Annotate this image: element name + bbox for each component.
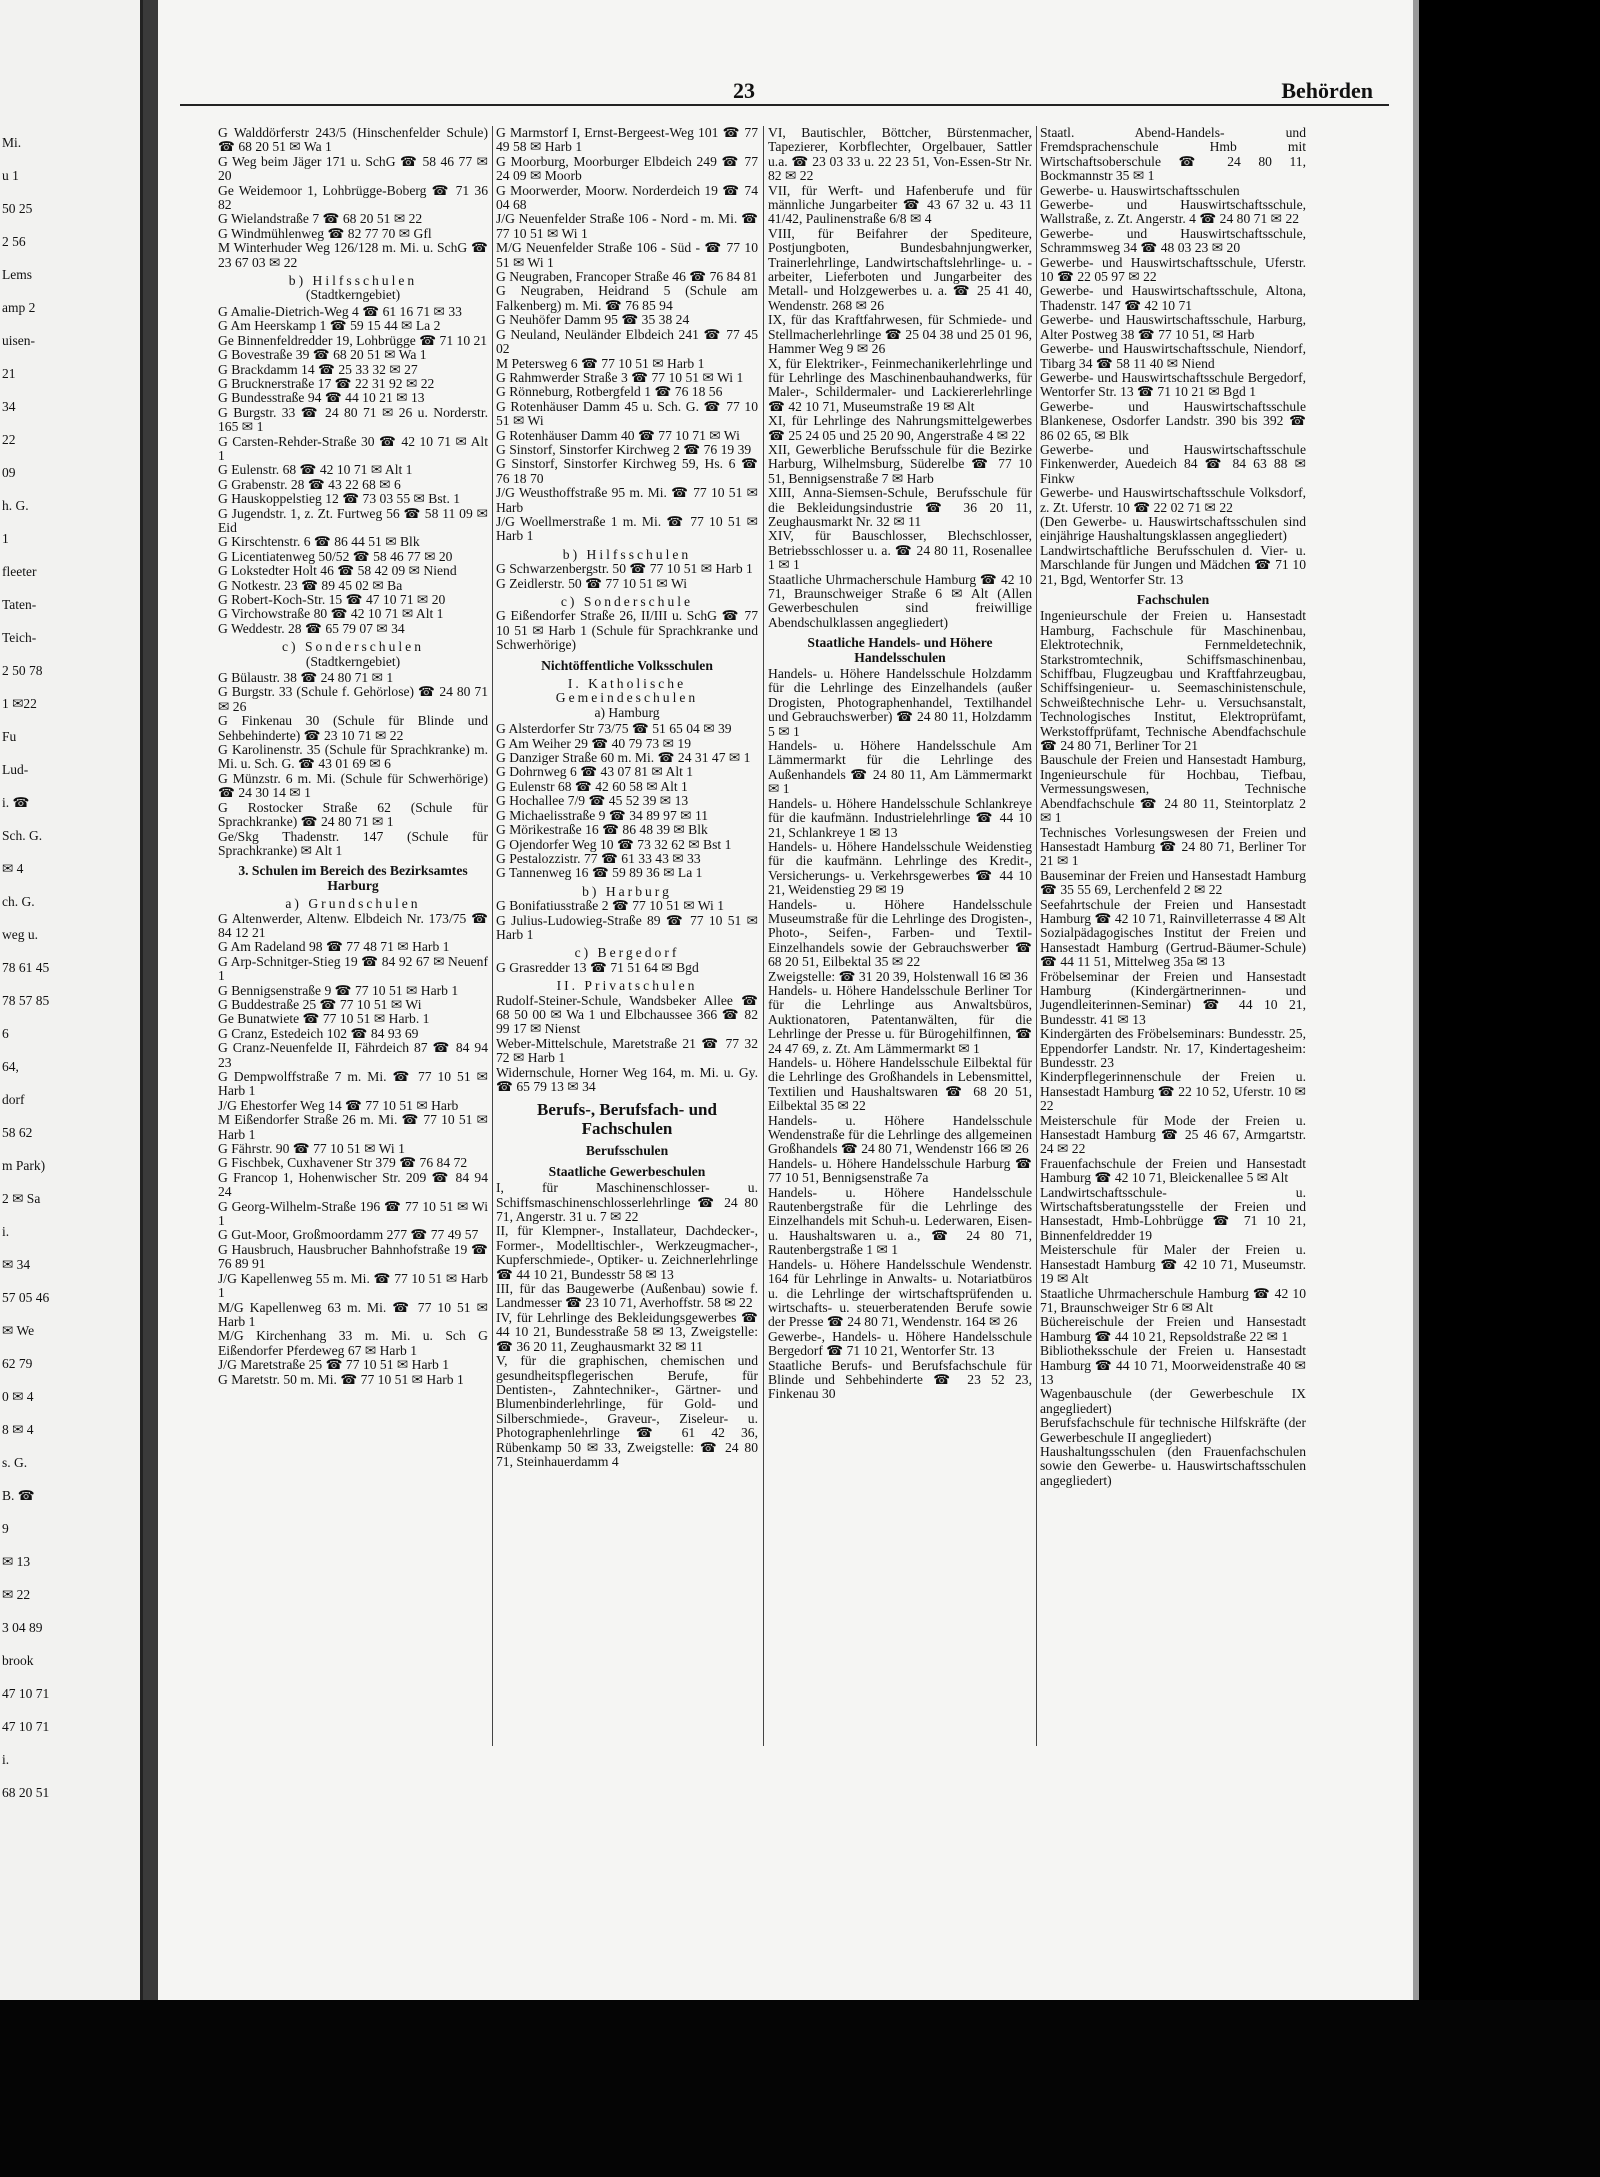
left-page-fragment: ✉ 34 [2,1257,31,1272]
left-page-fragment: Fu [2,729,17,744]
directory-entry: Handels- u. Höhere Handelsschule Weidenstieg für die kaufmänn. Lehrlinge des Kredit-, Versicherungs- u. Verkehrsgewerbes ☎ 44 10 21, Weidenstieg 29 ✉ 19 [768,838,1032,898]
directory-entry: G Bovestraße 39 ☎ 68 20 51 ✉ Wa 1 [218,347,427,363]
directory-entry: G Moorburg, Moorburger Elbdeich 249 ☎ 77 24 09 ✉ Moorb [496,153,758,184]
left-page-fragment: dorf [2,1092,25,1107]
directory-entry: M/G Kirchenhang 33 m. Mi. u. Sch G Eißendorfer Pferdeweg 67 ✉ Harb 1 [218,1328,488,1358]
directory-entry: G Windmühlenweg ☎ 82 77 70 ✉ Gfl [218,225,432,241]
directory-entry: Ge Binnenfeldredder 19, Lohbrügge ☎ 71 10 21 [218,332,488,348]
subsection-heading: c) Sonderschulen [282,639,424,655]
left-page-fragment: B. ☎ [2,1488,35,1503]
directory-entry: M Petersweg 6 ☎ 77 10 51 ✉ Harb 1 [496,355,705,371]
directory-entry: G Eulenstr. 68 ☎ 42 10 71 ✉ Alt 1 [218,462,413,478]
directory-entry: II, für Klempner-, Installateur, Dachdecker-, Former-, Modelltischler-, Werkzeugmacher-, Kupferschmiede-, Optiker- u. Zeichnerlehrlinge ☎ 44 10 21, Bundesstr 58 ✉ 13 [496,1223,758,1282]
left-page-fragment: 68 20 51 [2,1785,50,1800]
directory-entry: M Eißendorfer Straße 26 m. Mi. ☎ 77 10 51 ✉ Harb 1 [218,1112,488,1142]
directory-entry: G Carsten-Rehder-Straße 30 ☎ 42 10 71 ✉ Alt 1 [218,433,488,463]
directory-entry: Haushaltungsschulen (den Frauenfachschulen sowie den Gewerbe- u. Hauswirtschaftsschulen angegliedert) [1040,1443,1306,1488]
directory-entry: VIII, für Beifahrer der Spediteure, Postjungboten, Bundesbahnjungwerker, Trainerlehrlinge, Landwirtschaftslehrlinge- u. -arbeiter, Lieferboten und Jungarbeiter des Metall- und Holzgewerbes u. a. ☎ 25 41 40, Wendenstr. 268 ✉ 26 [768,225,1032,313]
directory-entry: Bauschule der Freien und Hansestadt Hamburg, Ingenieurschule für Hochbau, Tiefbau, Vermessungswesen, Technische Abendfachschule ☎ 24 80 11, Steintorplatz 2 ✉ 1 [1040,752,1306,826]
directory-entry: G Brucknerstraße 17 ☎ 22 31 92 ✉ 22 [218,375,435,391]
directory-entry: G Hausbruch, Hausbrucher Bahnhofstraße 19 ☎ 76 89 91 [218,1241,488,1272]
subsection-heading: I. Katholische Gemeindeschulen [555,676,699,706]
left-page-fragment: fleeter [2,564,37,579]
left-page-fragment: 9 [2,1521,9,1536]
directory-entry: G Eulenstr 68 ☎ 42 60 58 ✉ Alt 1 [496,778,688,794]
left-page-fragment: 1 [2,531,9,546]
directory-entry: G Münzstr. 6 m. Mi. (Schule für Schwerhörige) ☎ 24 30 14 ✉ 1 [218,770,488,801]
section-heading: 3. Schulen im Bereich des Bezirksamtes Harburg [238,863,468,893]
directory-entry: Gewerbe- u. Hauswirtschaftsschulen [1040,182,1240,198]
left-page-fragment: uisen- [2,333,35,348]
directory-entry: Gewerbe- und Hauswirtschaftsschule, Altona, Thadenstr. 147 ☎ 42 10 71 [1040,283,1306,313]
directory-entry: XIV, für Bauschlosser, Blechschlosser, Betriebsschlosser u. a. ☎ 24 80 11, Rosenallee 1 ✉ 1 [768,528,1032,573]
directory-entry: G Finkenau 30 (Schule für Blinde und Sehbehinderte) ☎ 23 10 71 ✉ 22 [218,713,488,743]
directory-entry: G Bundesstraße 94 ☎ 44 10 21 ✉ 13 [218,390,425,406]
section-heading: Berufsschulen [585,1143,669,1159]
column-3 [768,126,1032,1866]
directory-entry: Staatliche Uhrmacherschule Hamburg ☎ 42 10 71, Braunschweiger Str 6 ✉ Alt [1040,1285,1306,1315]
directory-entry: Handels- u. Höhere Handelsschule Am Lämmermarkt für die Lehrlinge des Außenhandels ☎ 24 80 11, Am Lämmermarkt ✉ 1 [768,738,1032,797]
left-page-fragment: 78 57 85 [2,993,50,1008]
directory-entry: Handels- u. Höhere Handelsschule Berliner Tor für die Lehrlinge aus Anwaltsbüros, Auktionatoren, Patentanwälten, für die Lehrlinge der Presse u. für Bürogehilfinnen, ☎ 24 47 69, z. Zt. Am Lämmermarkt ✉ 1 [768,982,1032,1056]
left-page-fragment: i. ☎ [2,795,30,810]
directory-entry: Gewerbe- und Hauswirtschaftsschule Finkenwerder, Auedeich 84 ☎ 84 63 88 ✉ Finkw [1040,441,1306,486]
directory-entry: Gewerbe- und Hauswirtschaftsschule Bergedorf, Wentorfer Str. 13 ☎ 71 10 21 ✉ Bgd 1 [1040,369,1306,400]
column-4 [1040,126,1306,1866]
directory-entry: G Julius-Ludowieg-Straße 89 ☎ 77 10 51 ✉ Harb 1 [496,912,758,942]
directory-entry: G Burgstr. 33 (Schule f. Gehörlose) ☎ 24 80 71 ✉ 26 [218,684,488,714]
column-divider [763,126,764,1746]
directory-entry: G Grabenstr. 28 ☎ 43 22 68 ✉ 6 [218,476,401,492]
book-gutter [143,0,158,2000]
directory-entry: M Winterhuder Weg 126/128 m. Mi. u. SchG ☎ 23 67 03 ✉ 22 [218,240,488,270]
left-page-fragment: 0 ✉ 4 [2,1389,34,1404]
section-heading: Staatliche Gewerbeschulen [548,1163,706,1179]
directory-entry: G Dempwolffstraße 7 m. Mi. ☎ 77 10 51 ✉ Harb 1 [218,1069,488,1099]
directory-entry: G Eißendorfer Straße 26, II/III u. SchG ☎ 77 10 51 ✉ Harb 1 (Schule für Sprachkranke und Schwerhörige) [496,608,758,653]
directory-entry: G Licentiatenweg 50/52 ☎ 58 46 77 ✉ 20 [218,548,453,564]
directory-entry: Gewerbe- und Hauswirtschaftsschule, Wallstraße, z. Zt. Angerstr. 4 ☎ 24 80 71 ✉ 22 [1040,197,1306,227]
section-heading: Staatliche Handels- und Höhere Handelsschulen [807,635,993,665]
left-page-fragment: u 1 [2,168,19,183]
directory-entry: Zweigstelle: ☎ 31 20 39, Holstenwall 16 ✉ 36 [768,968,1028,984]
header-rule [180,104,1389,106]
column-divider [1036,126,1037,1746]
directory-entry: G Zeidlerstr. 50 ☎ 77 10 51 ✉ Wi [496,575,688,591]
left-page-fragment: 6 [2,1026,9,1041]
directory-entry: Widernschule, Horner Weg 164, m. Mi. u. Gy. ☎ 65 79 13 ✉ 34 [496,1064,758,1094]
directory-entry: Landwirtschaftsschule- u. Wirtschaftsberatungsstelle der Freien und Hansestadt, Hmb-Lohbrügge ☎ 71 10 21, Binnenfeldredder 19 [1040,1184,1306,1243]
directory-entry: G Kirschtenstr. 6 ☎ 86 44 51 ✉ Blk [218,534,420,550]
directory-entry: V, für die graphischen, chemischen und gesundheitspflegerischen Berufe, für Dentisten-, Zahntechniker-, Gärtner- und Blumenbinderlehrlinge, für Gold- und Silberschmiede-, Graveur-, Ziseleur- u. Photographenlehrlinge ☎ 61 42 36, Rübenkamp 50 ✉ 33, Zweigstelle: ☎ 24 80 71, Steinhauerdamm 4 [496,1353,758,1469]
directory-entry: G Pestalozzistr. 77 ☎ 61 33 43 ✉ 33 [496,850,701,866]
directory-entry: G Virchowstraße 80 ☎ 42 10 71 ✉ Alt 1 [218,606,444,622]
directory-entry: M/G Kapellenweg 63 m. Mi. ☎ 77 10 51 ✉ Harb 1 [218,1299,488,1329]
directory-entry: G Tannenweg 16 ☎ 59 89 36 ✉ La 1 [496,865,703,881]
left-page-fragment: 64, [2,1059,19,1074]
left-page-fragment: 2 ✉ Sa [2,1191,41,1206]
page-number: 23 [733,78,755,103]
left-page-fragment: 2 56 [2,234,26,249]
left-page-fragment: 78 61 45 [2,960,50,975]
left-page-fragment: 34 [2,399,16,414]
directory-entry: G Am Radeland 98 ☎ 77 48 71 ✉ Harb 1 [218,939,450,955]
directory-entry: Sozialpädagogisches Institut der Freien und Hansestadt Hamburg (Gertrud-Bäumer-Schule) ☎ 44 11 51, Mittelweg 35a ✉ 13 [1040,925,1306,970]
left-page-fragment: h. G. [2,498,29,513]
directory-entry: VI, Bautischler, Böttcher, Bürstenmacher, Tapezierer, Korbflechter, Orgelbauer, Sattler u.a. ☎ 23 03 33 u. 22 23 51, Von-Essen-Str Nr. 82 ✉ 22 [768,126,1032,184]
directory-entry: Handels- u. Höhere Handelsschule Museumstraße für die Lehrlinge des Drogisten-, Photo-, Seifen-, Farben- und Textil-Einzelhandels sowie der Gebrauchswerber ☎ 68 20 51, Eilbektal 35 ✉ 22 [768,896,1032,970]
directory-entry: Gewerbe- und Hauswirtschaftsschule, Uferstr. 10 ☎ 22 05 97 ✉ 22 [1040,254,1306,285]
left-page-fragment: i. [2,1752,10,1767]
left-page-fragment: s. G. [2,1455,28,1470]
left-page-fragment: 8 ✉ 4 [2,1422,34,1437]
directory-entry: G Schwarzenbergstr. 50 ☎ 77 10 51 ✉ Harb 1 [496,561,753,577]
directory-entry: G Fischbek, Cuxhavener Str 379 ☎ 76 84 72 [218,1155,468,1171]
directory-entry: G Dohrnweg 6 ☎ 43 07 81 ✉ Alt 1 [496,764,694,780]
page-edge [1413,0,1419,2000]
directory-entry: G Neuland, Neuländer Elbdeich 241 ☎ 77 45 02 [496,326,758,357]
left-page-fragment: m Park) [2,1158,46,1173]
directory-entry: G Rönneburg, Rotbergfeld 1 ☎ 76 18 56 [496,384,723,400]
directory-entry: G Burgstr. 33 ☎ 24 80 71 ✉ 26 u. Norderstr. 165 ✉ 1 [218,404,488,435]
directory-entry: XIII, Anna-Siemsen-Schule, Berufsschule für die Bekleidungsindustrie ☎ 36 20 11, Zeughausmarkt Nr. 32 ✉ 11 [768,485,1032,529]
section-heading: Nichtöffentliche Volksschulen [541,657,713,673]
subsection-heading: b) Hilfsschulen [562,546,692,562]
directory-entry: G Fährstr. 90 ☎ 77 10 51 ✉ Wi 1 [218,1141,405,1157]
directory-entry: XII, Gewerbliche Berufsschule für die Bezirke Harburg, Wilhelmsburg, Süderelbe ☎ 77 10 51, Bennigsenstraße 7 ✉ Harb [768,441,1032,486]
section-title: Behörden [1281,78,1373,103]
directory-entry: G Rotenhäuser Damm 40 ☎ 77 10 71 ✉ Wi [496,427,740,443]
left-page-fragment: i. [2,1224,10,1239]
left-page-fragment: ch. G. [2,894,35,909]
left-page-fragment: 3 04 89 [2,1620,43,1635]
directory-entry: Handels- u. Höhere Handelsschule Eilbektal für die Lehrlinge des Großhandels in Lebensmittel, Textilien und Haushaltswaren ☎ 68 20 51, Eilbektal 35 ✉ 22 [768,1055,1032,1114]
directory-entry: G Rostocker Straße 62 (Schule für Sprachkranke) ☎ 24 80 71 ✉ 1 [218,799,488,830]
directory-entry: Gewerbe- und Hauswirtschaftsschule Volksdorf, z. Zt. Uferstr. 10 ☎ 22 02 71 ✉ 22 [1040,485,1306,515]
directory-entry: I, für Maschinenschlosser- u. Schiffsmaschinenschlosserlehrlinge ☎ 24 80 71, Angerstr. 31 u. 7 ✉ 22 [496,1180,758,1225]
directory-entry: G Wielandstraße 7 ☎ 68 20 51 ✉ 22 [218,211,423,227]
directory-entry: Handels- u. Höhere Handelsschule Wendenstraße für die Lehrlinge des allgemeinen Großhandels ☎ 24 80 71, Wendenstr 166 ✉ 26 [768,1112,1032,1157]
directory-entry: G Am Weiher 29 ☎ 40 79 73 ✉ 19 [496,735,691,751]
directory-entry: Ge/Skg Thadenstr. 147 (Schule für Sprachkranke) ✉ Alt 1 [218,828,488,858]
left-page-fragment: ✉ 4 [2,861,24,876]
subsection-note: (Stadtkerngebiet) [305,653,401,669]
left-page-fragment: weg u. [2,927,38,942]
document-page [158,0,1413,2000]
directory-entry: G Arp-Schnitger-Stieg 19 ☎ 84 92 67 ✉ Neuenf 1 [218,953,488,984]
directory-entry: G Buddestraße 25 ☎ 77 10 51 ✉ Wi [218,996,422,1012]
left-page-fragment: 21 [2,366,16,381]
directory-entry: G Am Heerskamp 1 ☎ 59 15 44 ✉ La 2 [218,318,441,334]
scan-background [0,2000,1600,2177]
section-heading: Fachschulen [1136,592,1210,607]
directory-entry: Handels- u. Höhere Handelsschule Rautenbergstraße für die Lehrlinge des Einzelhandels mit Schuh-u. Lederwaren, Eisen- u. Haushaltswaren u. a., ☎ 24 80 71, Rautenbergstraße 1 ✉ 1 [768,1184,1032,1258]
directory-entry: G Grasredder 13 ☎ 71 51 64 ✉ Bgd [496,959,699,975]
directory-entry: J/G Woellmerstraße 1 m. Mi. ☎ 77 10 51 ✉ Harb 1 [496,513,758,544]
directory-entry: Fröbelseminar der Freien und Hansestadt Hamburg (Kindergärtnerinnen- und Jugendleiterinnen-Seminar) ☎ 44 10 21, Bundesstr. 41 ✉ 13 [1040,968,1306,1027]
directory-entry: Handels- u. Höhere Handelsschule Wendenstr. 164 für Lehrlinge in Anwalts- u. Notariatbüros u. die Lehrlinge der wirtschaftsprüfenden u. wirtschafts- u. steuerberatenden Berufe sowie der Presse ☎ 24 80 71, Wendenstr. 164 ✉ 26 [768,1256,1032,1330]
directory-entry: G Neugraben, Francoper Straße 46 ☎ 76 84 81 [496,269,758,285]
directory-entry: Staatl. Abend-Handels- und Fremdsprachenschule Hmb mit Wirtschaftsoberschule ☎ 24 80 11, Bockmannstr 35 ✉ 1 [1040,126,1306,184]
directory-entry: G Weddestr. 28 ☎ 65 79 07 ✉ 34 [218,620,405,636]
directory-entry: G Michaelisstraße 9 ☎ 34 89 97 ✉ 11 [496,807,709,823]
left-page-fragment: Mi. [2,135,22,150]
column-2 [496,126,758,1866]
left-page-fragment: ✉ 13 [2,1554,31,1569]
left-page-fragment: 58 62 [2,1125,33,1140]
directory-entry: J/G Kapellenweg 55 m. Mi. ☎ 77 10 51 ✉ Harb 1 [218,1270,488,1301]
directory-entry: G Moorwerder, Moorw. Norderdeich 19 ☎ 74 04 68 [496,182,758,213]
directory-entry: G Georg-Wilhelm-Straße 196 ☎ 77 10 51 ✉ Wi 1 [218,1198,488,1229]
left-page-fragment: 1 ✉22 [2,696,37,711]
directory-entry: G Gut-Moor, Großmoordamm 277 ☎ 77 49 57 [218,1227,479,1243]
directory-entry: G Weg beim Jäger 171 u. SchG ☎ 58 46 77 ✉ 20 [218,153,488,184]
subsection-heading: II. Privatschulen [556,978,698,994]
directory-entry: G Notkestr. 23 ☎ 89 45 02 ✉ Ba [218,577,403,593]
directory-entry: Berufsfachschule für technische Hilfskräfte (der Gewerbeschule II angegliedert) [1040,1415,1306,1445]
directory-entry: G Neuhöfer Damm 95 ☎ 35 38 24 [496,312,690,328]
directory-entry: G Sinstorf, Sinstorfer Kirchweg 59, Hs. 6 ☎ 76 18 70 [496,456,758,486]
directory-entry: IX, für das Kraftfahrwesen, für Schmiede- und Stellmacherlehrlinge ☎ 25 04 38 und 25 01 96, Hammer Weg 9 ✉ 26 [768,312,1032,357]
directory-entry: G Lokstedter Holt 46 ☎ 58 42 09 ✉ Niend [218,563,457,579]
directory-entry: Handels- u. Höhere Handelsschule Harburg ☎ 77 10 51, Bennigsenstraße 7a [768,1155,1032,1186]
subsection-note: a) Hamburg [594,704,660,720]
directory-entry: G Neugraben, Heidrand 5 (Schule am Falkenberg) m. Mi. ☎ 76 85 94 [496,283,758,313]
directory-entry: G Ojendorfer Weg 10 ☎ 73 32 62 ✉ Bst 1 [496,836,732,852]
directory-entry: G Alsterdorfer Str 73/75 ☎ 51 65 04 ✉ 39 [496,721,732,737]
directory-entry: J/G Maretstraße 25 ☎ 77 10 51 ✉ Harb 1 [218,1357,450,1373]
left-page-fragment: 22 [2,432,16,447]
directory-entry: G Bennigsenstraße 9 ☎ 77 10 51 ✉ Harb 1 [218,982,459,998]
subsection-heading: b) Hilfsschulen [288,273,418,289]
directory-entry: G Rotenhäuser Damm 45 u. Sch. G. ☎ 77 10 51 ✉ Wi [496,398,758,429]
directory-entry: Handels- u. Höhere Handelsschule Holzdamm für die Lehrlinge des Einzelhandels (außer Drogisten, Photographenhandel, Textilhandel und Gebrauchswerber) ☎ 24 80 11, Holzdamm 5 ✉ 1 [768,666,1032,739]
directory-entry: G Hauskoppelstieg 12 ☎ 73 03 55 ✉ Bst. 1 [218,491,461,507]
directory-entry: IV, für Lehrlinge des Bekleidungsgewerbes ☎ 44 10 21, Bundesstraße 58 ✉ 13, Zweigstelle: ☎ 36 20 11, Zeughausmarkt 32 ✉ 11 [496,1309,758,1354]
directory-entry: G Altenwerder, Altenw. Elbdeich Nr. 173/75 ☎ 84 12 21 [218,910,488,940]
left-page-fragment: 47 10 71 [2,1686,50,1701]
directory-entry: G Marmstorf I, Ernst-Bergeest-Weg 101 ☎ 77 49 58 ✉ Harb 1 [496,126,758,155]
directory-entry: G Bülaustr. 38 ☎ 24 80 71 ✉ 1 [218,670,394,686]
directory-entry: Kinderpflegerinnenschule der Freien u. Hansestadt Hamburg ☎ 22 10 52, Uferstr. 10 ✉ 22 [1040,1069,1306,1114]
previous-page-edge [0,0,143,2000]
left-page-fragment: 2 50 78 [2,663,43,678]
directory-entry: G Francop 1, Hohenwischer Str. 209 ☎ 84 94 24 [218,1169,488,1200]
directory-entry: G Hochallee 7/9 ☎ 45 52 39 ✉ 13 [496,793,689,809]
directory-entry: J/G Weusthoffstraße 95 m. Mi. ☎ 77 10 51 ✉ Harb [496,485,758,515]
directory-entry: J/G Ehestorfer Weg 14 ☎ 77 10 51 ✉ Harb [218,1097,459,1113]
directory-entry: Technisches Vorlesungswesen der Freien und Hansestadt Hamburg ☎ 24 80 71, Berliner Tor 21 ✉ 1 [1040,824,1306,869]
directory-entry: Bauseminar der Freien und Hansestadt Hamburg ☎ 35 55 69, Lerchenfeld 2 ✉ 22 [1040,867,1306,898]
directory-entry: Weber-Mittelschule, Maretstraße 21 ☎ 77 32 72 ✉ Harb 1 [496,1035,758,1066]
directory-entry: Gewerbe- und Hauswirtschaftsschule, Schrammsweg 34 ☎ 48 03 23 ✉ 20 [1040,225,1306,256]
directory-entry: Ge Weidemoor 1, Lohbrügge-Boberg ☎ 71 36 82 [218,182,488,213]
column-1 [218,126,488,1866]
directory-entry: G Bonifatiusstraße 2 ☎ 77 10 51 ✉ Wi 1 [496,898,725,914]
directory-entry: G Jugendstr. 1, z. Zt. Furtweg 56 ☎ 58 11 09 ✉ Eid [218,505,488,535]
directory-entry: X, für Elektriker-, Feinmechanikerlehrlinge und für Lehrlinge des Maschinenbauhandwerks, für Maler-, Schildermaler- und Lackiererlehrlinge ☎ 42 10 71, Museumstraße 19 ✉ Alt [768,355,1032,414]
directory-entry: Meisterschule für Maler der Freien u. Hansestadt Hamburg ☎ 42 10 71, Museumstr. 19 ✉ Alt [1040,1242,1306,1287]
directory-entry: Gewerbe- und Hauswirtschaftsschule, Niendorf, Tibarg 34 ☎ 58 11 40 ✉ Niend [1040,341,1306,371]
directory-entry: Ge Bunatwiete ☎ 77 10 51 ✉ Harb. 1 [218,1011,430,1027]
left-page-fragment: Teich- [2,630,37,645]
directory-entry: J/G Neuenfelder Straße 106 - Nord - m. Mi. ☎ 77 10 51 ✉ Wi 1 [496,211,758,241]
directory-entry: Gewerbe- und Hauswirtschaftsschule Blankenese, Osdorfer Landstr. 390 bis 392 ☎ 86 02 65, ✉ Blk [1040,398,1306,443]
subsection-note: (Stadtkerngebiet) [305,287,401,303]
directory-entry: G Robert-Koch-Str. 15 ☎ 47 10 71 ✉ 20 [218,592,446,607]
directory-entry: Meisterschule für Mode der Freien u. Hansestadt Hamburg ☎ 25 46 67, Armgartstr. 24 ✉ 22 [1040,1112,1306,1157]
directory-entry: G Cranz-Neuenfelde II, Fährdeich 87 ☎ 84 94 23 [218,1040,488,1070]
directory-entry: Büchereischule der Freien und Hansestadt Hamburg ☎ 44 10 21, Repsoldstraße 22 ✉ 1 [1040,1314,1306,1344]
left-page-fragment: amp 2 [2,300,36,315]
directory-entry: Wagenbauschule (der Gewerbeschule IX angegliedert) [1040,1386,1306,1416]
left-page-fragment: Taten- [2,597,37,612]
directory-entry: III, für das Baugewerbe (Außenbau) sowie f. Landmesser ☎ 23 10 71, Averhoffstr. 58 ✉ 22 [496,1281,758,1311]
left-page-fragment: 57 05 46 [2,1290,50,1305]
directory-entry: Kindergärten des Fröbelseminars: Bundesstr. 25, Eppendorfer Landstr. Nr. 17, Kindertagesheim: Bundesstr. 23 [1040,1026,1306,1070]
left-page-fragment: ✉ 22 [2,1587,31,1602]
directory-entry: G Maretstr. 50 m. Mi. ☎ 77 10 51 ✉ Harb 1 [218,1371,464,1387]
directory-entry: G Karolinenstr. 35 (Schule für Sprachkranke) m. Mi. u. Sch. G. ☎ 43 01 69 ✉ 6 [218,742,488,772]
directory-entry: G Walddörferstr 243/5 (Hinschenfelder Schule) ☎ 68 20 51 ✉ Wa 1 [218,126,488,155]
left-page-fragment: 50 25 [2,201,33,216]
subsection-heading: a) Grundschulen [285,896,421,912]
directory-entry: (Den Gewerbe- u. Hauswirtschaftsschulen sind einjährige Haushaltungsklassen angegliedert) [1040,513,1306,544]
subsection-heading: b) Harburg [582,883,672,899]
directory-entry: G Sinstorf, Sinstorfer Kirchweg 2 ☎ 76 19 39 [496,441,752,457]
directory-entry: Gewerbe-, Handels- u. Höhere Handelsschule Bergedorf ☎ 71 10 21, Wentorfer Str. 13 [768,1328,1032,1359]
directory-entry: VII, für Werft- und Hafenberufe und für männliche Jungarbeiter ☎ 43 67 32 u. 43 11 41/42, Paulinenstraße 6/8 ✉ 4 [768,182,1032,227]
directory-entry: M/G Neuenfelder Straße 106 - Süd - ☎ 77 10 51 ✉ Wi 1 [496,240,758,270]
directory-entry: G Cranz, Estedeich 102 ☎ 84 93 69 [218,1025,419,1041]
left-page-fragment: 47 10 71 [2,1719,50,1734]
column-divider [492,126,493,1746]
directory-entry: XI, für Lehrlinge des Nahrungsmittelgewerbes ☎ 25 24 05 und 25 20 90, Angerstraße 4 ✉ 22 [768,413,1032,443]
directory-entry: G Mörikestraße 16 ☎ 86 48 39 ✉ Blk [496,822,708,838]
directory-entry: Seefahrtschule der Freien und Hansestadt Hamburg ☎ 42 10 71, Rainvilleterrasse 4 ✉ Alt [1040,896,1306,926]
directory-entry: Staatliche Uhrmacherschule Hamburg ☎ 42 10 71, Braunschweiger Straße 6 ✉ Alt (Allen Gewerbeschulen sind freiwillige Abendschulklassen angegliedert) [768,571,1032,630]
subsection-heading: c) Sonderschule [560,594,694,609]
directory-entry: Gewerbe- und Hauswirtschaftsschule, Harburg, Alter Postweg 38 ☎ 77 10 51, ✉ Harb [1040,312,1306,342]
directory-entry: Frauenfachschule der Freien und Hansestadt Hamburg ☎ 42 10 71, Bleickenallee 5 ✉ Alt [1040,1155,1306,1186]
left-page-fragment: ✉ We [2,1323,35,1338]
left-page-fragment: brook [2,1653,34,1668]
left-page-fragment: Lems [2,267,32,282]
left-page-fragment: Lud- [2,762,29,777]
directory-entry: G Rahmwerder Straße 3 ☎ 77 10 51 ✉ Wi 1 [496,369,744,385]
directory-entry: Landwirtschaftliche Berufsschulen d. Vier- u. Marschlande für Jungen und Mädchen ☎ 71 10 21, Bgd, Wentorfer Str. 13 [1040,542,1306,587]
directory-entry: Rudolf-Steiner-Schule, Wandsbeker Allee ☎ 68 50 00 ✉ Wa 1 und Elbchaussee 366 ☎ 82 99 17 ✉ Nienst [496,992,758,1037]
directory-entry: Staatliche Berufs- und Berufsfachschule für Blinde und Sehbehinderte ☎ 23 52 23, Finkenau 30 [768,1357,1032,1402]
directory-entry: G Brackdamm 14 ☎ 25 33 32 ✉ 27 [218,361,418,377]
subsection-heading: c) Bergedorf [574,945,680,961]
directory-entry: Ingenieurschule der Freien u. Hansestadt Hamburg, Fachschule für Maschinenbau, Elektrotechnik, Fernmeldetechnik, Starkstromtechnik, Schiffsmaschinenbau, Schiffbau, Flugzeugbau und Kraftfahrzeugbau, Schiffsingenieur- u. Seemaschinistenschule, Schweißtechnische Lehr- u. Versuchsanstalt, Technologisches Institut, Elektroprüfamt, Werkstoffprüfamt, Technische Abendfachschule ☎ 24 80 71, Berliner Tor 21 [1040,608,1306,754]
main-heading: Berufs-, Berufsfach- und Fachschulen [537,1100,717,1139]
directory-entry: Handels- u. Höhere Handelsschule Schlankreye für die kaufmänn. Industrielehrlinge ☎ 44 10 21, Schlankreye 1 ✉ 13 [768,795,1032,840]
directory-entry: Bibliotheksschule der Freien u. Hansestadt Hamburg ☎ 44 10 71, Moorweidenstraße 40 ✉ 13 [1040,1343,1306,1387]
left-page-fragment: Sch. G. [2,828,43,843]
left-page-fragment: 09 [2,465,16,480]
left-page-fragment: 62 79 [2,1356,33,1371]
directory-entry: G Amalie-Dietrich-Weg 4 ☎ 61 16 71 ✉ 33 [218,303,462,319]
directory-entry: G Danziger Straße 60 m. Mi. ☎ 24 31 47 ✉ 1 [496,750,751,766]
